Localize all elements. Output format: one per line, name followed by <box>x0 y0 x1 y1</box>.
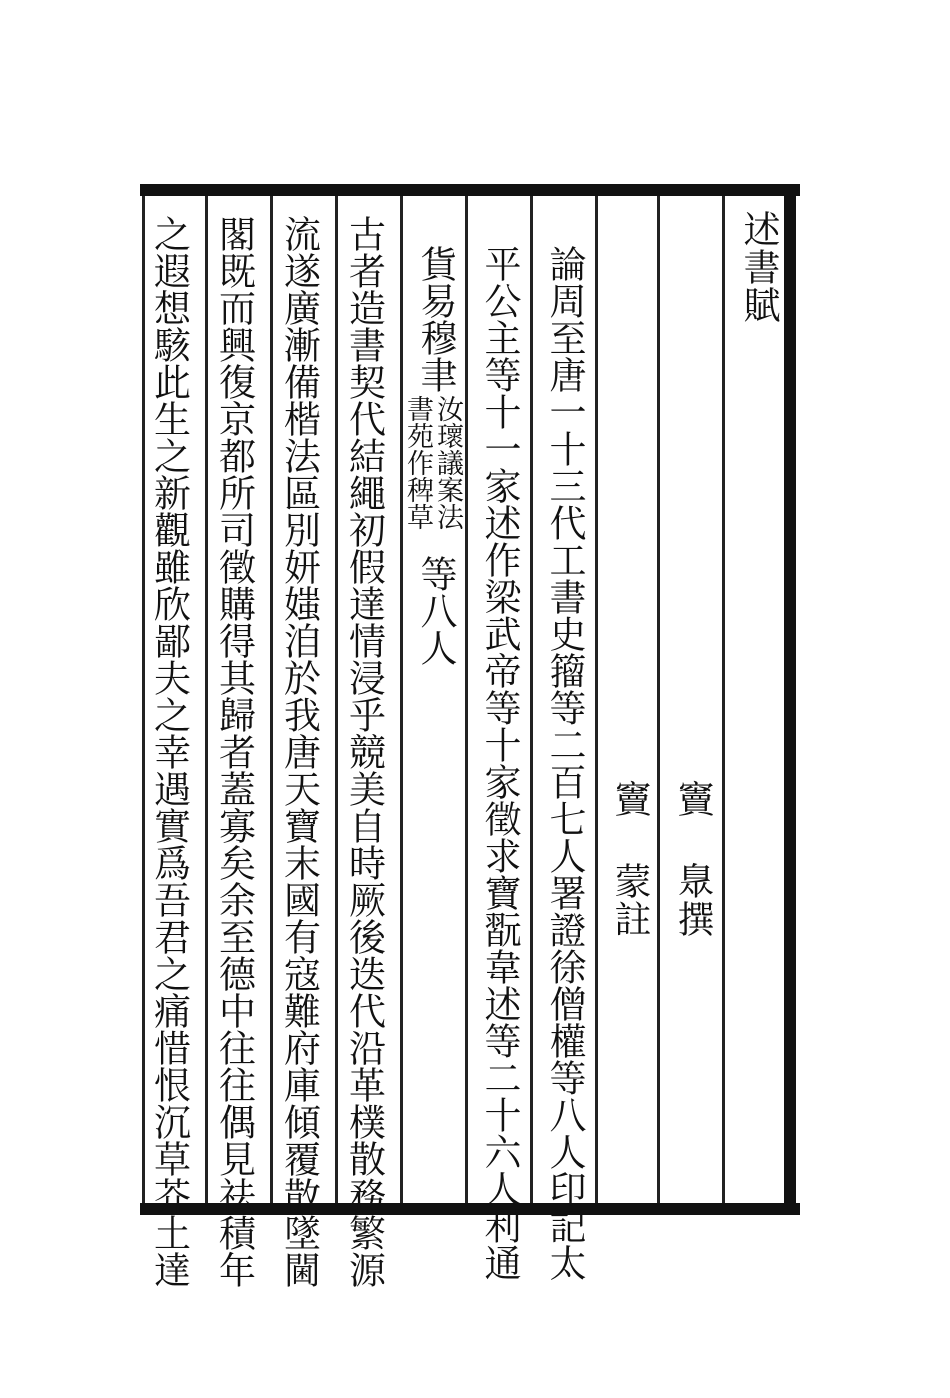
page-title: 述書賦 <box>737 210 780 324</box>
column-divider <box>722 196 725 1203</box>
top-border-rule <box>140 184 800 196</box>
column-divider <box>657 196 660 1203</box>
text-column-6: 閣既而興復京都所司徵購得其歸者蓋寡矣余至德中往往偶見祛積年 <box>212 215 256 1288</box>
column-divider <box>335 196 338 1203</box>
column-divider <box>205 196 208 1203</box>
column-divider <box>270 196 273 1203</box>
column-divider <box>465 196 468 1203</box>
text-column-4: 古者造書契代結繩初假達情浸乎競美自時厥後迭代沿革樸散務繁源 <box>342 215 386 1288</box>
right-border-rule <box>784 190 796 1210</box>
column-divider <box>142 196 145 1203</box>
text-column-5: 流遂廣漸備楷法區別妍媸洎於我唐天寶末國有寇難府庫傾覆散墜閫 <box>277 215 321 1288</box>
text-column-1: 論周至唐一十三代工書史籀等二百七人署證徐僧權等八人印記太 <box>543 245 586 1281</box>
column-divider <box>530 196 533 1203</box>
text-column-2: 平公主等十一家述作梁武帝等十家徵求寶翫韋述等二十六人利通 <box>478 245 521 1281</box>
commentator-line: 竇 蒙註 <box>608 780 651 938</box>
column-divider <box>400 196 403 1203</box>
text-column-7: 之遐想駭此生之新觀雖欣鄙夫之幸遇實爲吾君之痛惜恨沉草芥土達 <box>147 215 191 1288</box>
inline-note-right: 汝瓌議案法 <box>432 395 463 530</box>
column-divider <box>595 196 598 1203</box>
text-column-3: 貨易穆聿 <box>414 245 457 393</box>
author-line: 竇 臮撰 <box>671 780 714 938</box>
inline-note-tail: 等八人 <box>414 555 457 666</box>
inline-note-left: 書苑作稗草 <box>402 395 433 530</box>
